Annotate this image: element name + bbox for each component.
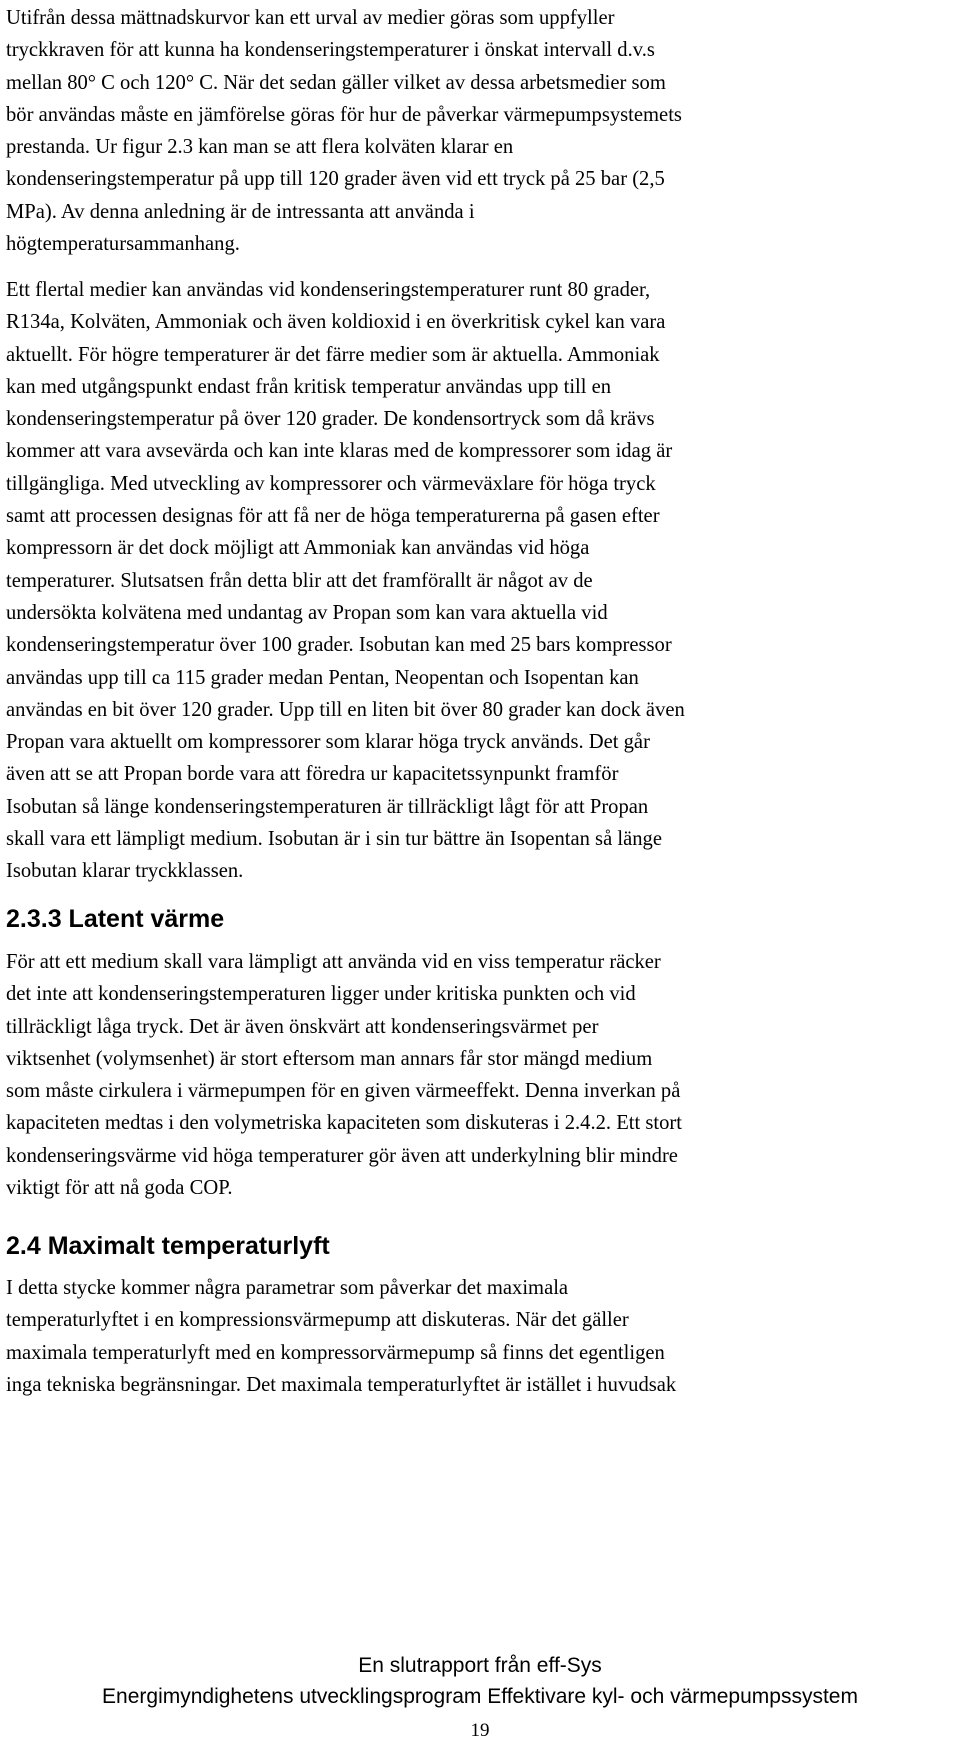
text-line: samt att processen designas för att få ner de höga temperaturerna på gasen efter <box>6 505 660 528</box>
text-line: det inte att kondenseringstemperaturen ligger under kritiska punkten och vid <box>6 983 636 1006</box>
text-line: kondenseringstemperatur på upp till 120 grader även vid ett tryck på 25 bar (2,5 <box>6 168 665 191</box>
text-line: MPa). Av denna anledning är de intressanta att använda i <box>6 200 475 223</box>
text-line: kan med utgångspunkt endast från kritisk temperatur användas upp till en <box>6 375 612 398</box>
text-line: som måste cirkulera i värmepumpen för en given värmeeffekt. Denna inverkan på <box>6 1080 681 1103</box>
page-number: 19 <box>470 1720 490 1741</box>
text-line: även att se att Propan borde vara att föredra ur kapacitetssynpunkt framför <box>6 763 619 786</box>
text-line: högtemperatursammanhang. <box>6 233 240 256</box>
text-line: För att ett medium skall vara lämpligt att använda vid en viss temperatur räcker <box>6 951 661 973</box>
text-line: prestanda. Ur figur 2.3 kan man se att flera kolväten klarar en <box>6 136 514 159</box>
text-line: kondenseringstemperatur över 100 grader. Isobutan kan med 25 bars kompressor <box>6 634 672 657</box>
paragraph-latent-heat <box>6 946 952 1204</box>
text-line: I detta stycke kommer några parametrar som påverkar det maximala <box>6 1277 569 1299</box>
text-line: användas upp till ca 115 grader medan Pentan, Neopentan och Isopentan kan <box>6 666 639 689</box>
section-heading-max-lift: 2.4 Maximalt temperaturlyft <box>6 1232 330 1260</box>
text-line: viktigt för att nå goda COP. <box>6 1177 233 1200</box>
text-line: inga tekniska begränsningar. Det maximala temperaturlyftet är istället i huvudsak <box>6 1373 677 1396</box>
section-heading-latent-heat: 2.3.3 Latent värme <box>6 905 225 933</box>
text-line: viktsenhet (volymsenhet) är stort eftersom man annars får stor mängd medium <box>6 1047 653 1070</box>
text-line: temperaturer. Slutsatsen från detta blir att det framförallt är något av de <box>6 569 593 592</box>
text-line: R134a, Kolväten, Ammoniak och även koldioxid i en överkritisk cykel kan vara <box>6 311 666 334</box>
paragraph-media <box>6 274 952 888</box>
text-line: Isobutan så länge kondenseringstemperaturen är tillräckligt lågt för att Propan <box>6 795 649 818</box>
text-line: undersökta kolvätena med undantag av Propan som kan vara aktuella vid <box>6 601 608 624</box>
text-line: bör användas måste en jämförelse göras för hur de påverkar värmepumpsystemets <box>6 103 682 126</box>
text-line: Utifrån dessa mättnadskurvor kan ett urval av medier göras som uppfyller <box>6 7 615 29</box>
text-line: temperaturlyftet i en kompressionsvärmepump att diskuteras. När det gäller <box>6 1309 629 1332</box>
paragraph-intro <box>6 2 952 260</box>
text-line: mellan 80° C och 120° C. När det sedan gäller vilket av dessa arbetsmedier som <box>6 71 666 94</box>
paragraph-max-lift <box>6 1272 952 1401</box>
footer-program-name: Energimyndighetens utvecklingsprogram Effektivare kyl- och värmepumpssystem <box>102 1685 858 1708</box>
text-line: skall vara ett lämpligt medium. Isobutan är i sin tur bättre än Isopentan så länge <box>6 828 662 851</box>
text-line: tillräckligt låga tryck. Det är även önskvärt att kondenseringsvärmet per <box>6 1015 599 1038</box>
text-line: Isobutan klarar tryckklassen. <box>6 860 244 883</box>
text-line: tryckkraven för att kunna ha kondenseringstemperaturer i önskat intervall d.v.s <box>6 39 655 62</box>
text-line: kommer att vara avsevärda och kan inte klaras med de kompressorer som idag är <box>6 440 673 463</box>
text-line: kompressorn är det dock möjligt att Ammoniak kan användas vid höga <box>6 537 590 560</box>
text-line: tillgängliga. Med utveckling av kompressorer och värmeväxlare för höga tryck <box>6 472 656 495</box>
text-line: kondenseringstemperatur på över 120 grader. De kondensortryck som då krävs <box>6 408 655 431</box>
text-line: Ett flertal medier kan användas vid kondenseringstemperaturer runt 80 grader, <box>6 279 651 301</box>
text-line: kondenseringsvärme vid höga temperaturer gör även att underkylning blir mindre <box>6 1144 678 1167</box>
text-line: aktuellt. För högre temperaturer är det färre medier som är aktuella. Ammoniak <box>6 343 660 366</box>
text-line: Propan vara aktuellt om kompressorer som klarar höga tryck används. Det går <box>6 731 650 754</box>
text-line: kapaciteten medtas i den volymetriska kapaciteten som diskuteras i 2.4.2. Ett stort <box>6 1112 682 1135</box>
text-line: maximala temperaturlyft med en kompressorvärmepump så finns det egentligen <box>6 1341 665 1364</box>
text-line: användas en bit över 120 grader. Upp till en liten bit över 80 grader kan dock även <box>6 698 685 721</box>
footer-report-title: En slutrapport från eff-Sys <box>358 1654 602 1677</box>
